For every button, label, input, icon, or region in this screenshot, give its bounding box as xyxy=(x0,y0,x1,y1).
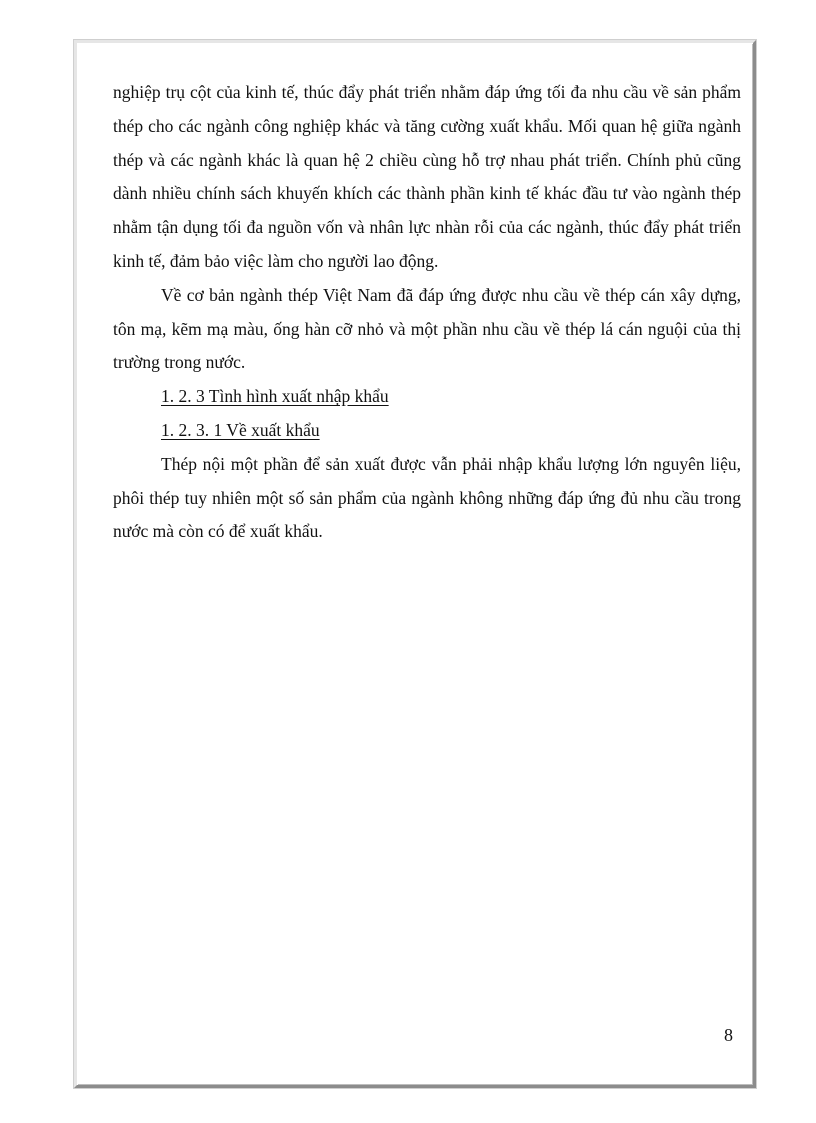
section-heading-1-2-3 xyxy=(113,380,741,414)
section-heading-text: 1. 2. 3 Tình hình xuất nhập khẩu xyxy=(161,386,389,407)
subsection-heading-text: 1. 2. 3. 1 Về xuất khẩu xyxy=(161,419,320,440)
paragraph-3: Thép nội một phần để sản xuất được vẫn phải nhập khẩu lượng lớn nguyên liệu, phôi thép tuy nhiên một số sản phẩm của ngành không những đáp ứng đủ nhu cầu trong nước mà còn có để xuất khẩu. xyxy=(113,453,741,542)
section-heading-1-2-3-1 xyxy=(113,414,741,448)
paragraph-2: Về cơ bản ngành thép Việt Nam đã đáp ứng được nhu cầu về thép cán xây dựng, tôn mạ, kẽm mạ màu, ống hàn cỡ nhỏ và một phần nhu cầu về thép lá cán nguội của thị trường trong nước. xyxy=(113,284,741,373)
page-number: 8 xyxy=(724,1025,733,1045)
document-body xyxy=(113,76,741,549)
paragraph-1: nghiệp trụ cột của kinh tế, thúc đẩy phát triển nhằm đáp ứng tối đa nhu cầu về sản phẩm thép cho các ngành công nghiệp khác và tăng cường xuất khẩu. Mối quan hệ giữa ngành thép và các ngành khác là quan hệ 2 chiều cùng hỗ trợ nhau phát triển. Chính phủ cũng dành nhiều chính sách khuyến khích các thành phần kinh tế khác đầu tư vào ngành thép nhằm tận dụng tối đa nguồn vốn và nhân lực nhàn rỗi của các ngành, thúc đẩy phát triển kinh tế, đảm bảo việc làm cho người lao động. xyxy=(113,82,741,271)
